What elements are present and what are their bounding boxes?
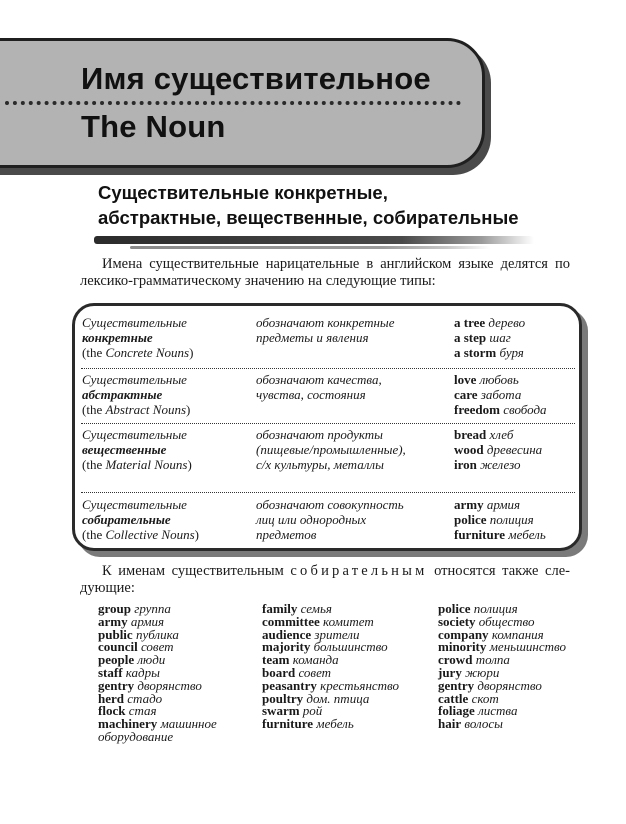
english-close: ) xyxy=(189,344,194,360)
word-ru: армия xyxy=(130,613,165,629)
example-ru: любовь xyxy=(479,372,519,387)
word-en: crowd xyxy=(438,652,473,668)
chapter-title-ru: Имя существительное xyxy=(81,61,431,96)
english-close: ) xyxy=(194,526,199,542)
english-open: (the xyxy=(82,456,106,472)
meaning-line: с/х культуры, металлы xyxy=(256,456,384,472)
collective-words-column-1 xyxy=(98,603,248,744)
english-open: (the xyxy=(82,344,106,360)
word-en: people xyxy=(98,652,135,668)
section-heading-line-1: Существительные конкретные, xyxy=(98,182,388,203)
word-ru: зрители xyxy=(314,626,360,642)
noun-type-label xyxy=(82,498,252,542)
word-ru: мебель xyxy=(316,716,354,732)
row-divider xyxy=(81,423,575,424)
example-ru: забота xyxy=(480,386,522,402)
example-en: freedom xyxy=(454,401,500,417)
chapter-banner xyxy=(0,38,485,168)
word-ru: жюри xyxy=(465,664,500,680)
word-en: committee xyxy=(262,613,320,629)
word-ru: скот xyxy=(471,690,499,706)
english-name: Abstract Nouns xyxy=(105,401,187,417)
english-close: ) xyxy=(186,401,191,417)
word-ru: комитет xyxy=(323,613,374,629)
word-en: board xyxy=(262,664,296,680)
word-ru: совет xyxy=(298,664,332,680)
collective-intro-paragraph xyxy=(80,563,570,597)
example-ru: мебель xyxy=(508,526,546,542)
meaning-line: обозначают качества, xyxy=(256,372,382,387)
word-en: company xyxy=(438,626,489,642)
word-en: poultry xyxy=(262,690,304,706)
meaning-line: обозначают продукты xyxy=(256,427,383,442)
word-en: herd xyxy=(98,690,124,706)
word-en: cattle xyxy=(438,690,469,706)
meaning-line: чувства, состояния xyxy=(256,386,366,402)
intro-paragraph: Имена существительные нарицательные в английском языке делятся по лексико-грамматическому значению на следующие типы: xyxy=(80,256,570,289)
noun-type-meaning xyxy=(256,428,441,472)
example-ru: железо xyxy=(480,456,521,472)
word-en: gentry xyxy=(98,677,135,693)
word-entry xyxy=(98,718,223,744)
row-divider xyxy=(81,492,575,493)
word-ru: совет xyxy=(140,639,174,655)
example-ru: армия xyxy=(486,497,521,512)
noun-type-label xyxy=(82,428,252,472)
heading-brush-underline-trail xyxy=(130,246,490,249)
word-ru: компания xyxy=(491,626,544,642)
type-prefix: Существительные xyxy=(82,497,187,512)
example-en: a step xyxy=(454,329,487,345)
example-en: furniture xyxy=(454,526,506,542)
english-open: (the xyxy=(82,401,106,417)
example-ru: полиция xyxy=(489,511,534,527)
noun-type-examples xyxy=(454,428,579,472)
section-heading-line-2: абстрактные, вещественные, собирательные xyxy=(98,207,519,228)
word-en: staff xyxy=(98,664,123,680)
example-ru: свобода xyxy=(503,401,547,417)
meaning-line: обозначают конкретные xyxy=(256,315,395,330)
noun-type-label xyxy=(82,373,252,417)
word-en: team xyxy=(262,652,290,668)
word-ru: машинное оборудование xyxy=(98,716,217,744)
word-en: jury xyxy=(438,664,462,680)
word-en: majority xyxy=(262,639,311,655)
english-open: (the xyxy=(82,526,106,542)
word-en: family xyxy=(262,601,298,616)
type-name: собирательные xyxy=(82,511,171,527)
collective-intro-after: относятся также сле-дующие: xyxy=(80,563,570,596)
word-en: hair xyxy=(438,716,462,732)
word-en: society xyxy=(438,613,476,629)
noun-type-meaning xyxy=(256,498,441,542)
example-en: wood xyxy=(454,441,484,457)
word-ru: толпа xyxy=(475,652,510,668)
word-ru: волосы xyxy=(464,716,503,732)
word-entry xyxy=(262,718,432,731)
word-ru: стадо xyxy=(127,690,163,706)
word-en: flock xyxy=(98,703,126,719)
chapter-title-en: The Noun xyxy=(81,109,226,144)
english-name: Concrete Nouns xyxy=(105,344,190,360)
example-en: iron xyxy=(454,456,477,472)
type-name: конкретные xyxy=(82,329,153,345)
noun-type-label xyxy=(82,316,252,360)
example-en: love xyxy=(454,372,477,387)
example-ru: шаг xyxy=(489,329,511,345)
collective-intro-before: К именам существительным xyxy=(102,563,291,579)
type-prefix: Существительные xyxy=(82,427,187,442)
word-ru: листва xyxy=(478,703,518,719)
word-ru: дворянство xyxy=(137,677,202,693)
type-name: абстрактные xyxy=(82,386,163,402)
example-en: a tree xyxy=(454,315,486,330)
example-ru: дерево xyxy=(488,315,526,330)
word-ru: рой xyxy=(302,703,323,719)
noun-type-examples xyxy=(454,373,579,417)
english-name: Material Nouns xyxy=(105,456,188,472)
word-ru: люди xyxy=(137,652,166,668)
word-ru: команда xyxy=(292,652,339,668)
word-en: foliage xyxy=(438,703,475,719)
meaning-line: предметы и явления xyxy=(256,329,369,345)
word-en: public xyxy=(98,626,133,642)
word-entry xyxy=(438,718,588,731)
word-ru: стая xyxy=(128,703,157,719)
word-ru: дом. птица xyxy=(306,690,370,706)
noun-type-meaning xyxy=(256,373,441,403)
word-en: swarm xyxy=(262,703,300,719)
word-ru: семья xyxy=(300,601,332,616)
english-close: ) xyxy=(187,456,192,472)
example-ru: хлеб xyxy=(489,427,514,442)
row-divider xyxy=(81,368,575,369)
word-en: group xyxy=(98,601,131,616)
word-en: police xyxy=(438,601,471,616)
word-ru: публика xyxy=(135,626,179,642)
word-en: furniture xyxy=(262,716,314,732)
example-en: army xyxy=(454,497,484,512)
word-en: gentry xyxy=(438,677,475,693)
section-heading xyxy=(98,180,568,230)
collective-intro-emphasis: собирательным xyxy=(290,563,428,579)
word-ru: большинство xyxy=(313,639,388,655)
example-en: care xyxy=(454,386,478,402)
example-ru: древесина xyxy=(486,441,543,457)
meaning-line: лиц или однородных xyxy=(256,511,367,527)
collective-words-column-2 xyxy=(262,603,432,731)
meaning-line: (пищевые/промышленные), xyxy=(256,441,406,457)
example-ru: буря xyxy=(499,344,524,360)
example-en: bread xyxy=(454,427,487,442)
example-en: police xyxy=(454,511,487,527)
noun-type-meaning xyxy=(256,316,441,346)
word-en: council xyxy=(98,639,138,655)
meaning-line: предметов xyxy=(256,526,317,542)
word-ru: меньшинство xyxy=(489,639,566,655)
word-ru: полиция xyxy=(473,601,518,616)
noun-types-table xyxy=(72,303,582,551)
type-prefix: Существительные xyxy=(82,315,187,330)
word-en: minority xyxy=(438,639,487,655)
word-ru: крестьянство xyxy=(320,677,400,693)
word-en: audience xyxy=(262,626,312,642)
english-name: Collective Nouns xyxy=(105,526,195,542)
word-ru: общество xyxy=(478,613,535,629)
word-en: army xyxy=(98,613,128,629)
word-ru: кадры xyxy=(125,664,160,680)
noun-type-examples xyxy=(454,316,579,360)
type-prefix: Существительные xyxy=(82,372,187,387)
heading-brush-underline xyxy=(94,236,534,244)
collective-words-column-3 xyxy=(438,603,588,731)
meaning-line: обозначают совокупность xyxy=(256,497,404,512)
word-ru: группа xyxy=(134,601,171,616)
noun-type-examples xyxy=(454,498,579,542)
banner-dotted-divider xyxy=(5,101,461,105)
example-en: a storm xyxy=(454,344,497,360)
type-name: вещественные xyxy=(82,441,167,457)
word-ru: дворянство xyxy=(477,677,542,693)
word-en: peasantry xyxy=(262,677,317,693)
word-en: machinery xyxy=(98,716,158,732)
